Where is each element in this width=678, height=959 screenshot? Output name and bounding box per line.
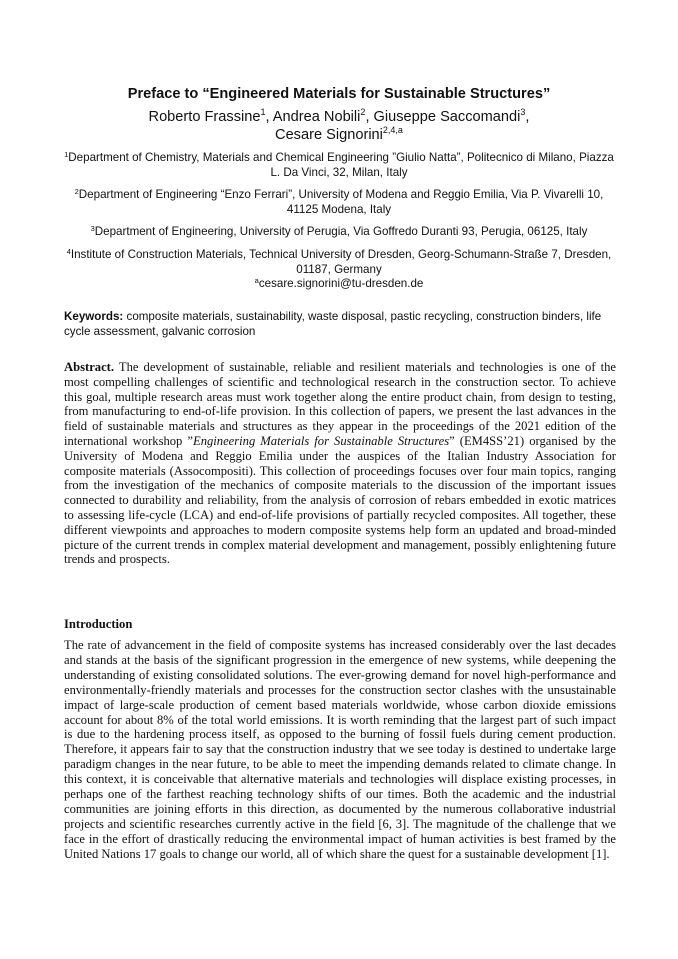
author: Giuseppe Saccomandi$^3$,: [373, 107, 530, 125]
abstract-label: Abstract.: [64, 360, 115, 374]
author-list: [90, 108, 588, 144]
author: Roberto Frassine$^1$,: [148, 107, 273, 125]
section-heading-introduction: Introduction: [64, 617, 133, 631]
author: Andrea Nobili$^2$,: [272, 107, 374, 125]
keywords-text: composite materials, sustainability, waste disposal, pastic recycling, construction binders, life cycle assessment, galvanic corrosion: [64, 310, 602, 338]
keywords-label: Keywords:: [64, 310, 124, 323]
affiliation: $^1$Department of Chemistry, Materials and Chemical Engineering ”Giulio Natta”, Politecnico di Milano, Piazza L. Da Vinci, 32, Milan, Italy: [64, 150, 614, 179]
paper-title: Preface to “Engineered Materials for Sustainable Structures”: [127, 86, 551, 102]
author: Cesare Signorini$^{2,4,a}$: [275, 125, 403, 143]
abstract: Abstract. The development of sustainable, reliable and resilient materials and technologies is one of the most compelling challenges of scientific and technological research in the construction sector. To achieve this goal, multiple research areas must work together along the entire product chain, from design to testing, from manufacturing to end-of-life provision. In this collection of papers, we present the last advances in the field of sustainable materials and structures as they appear in the proceedings of the 2021 edition of the international workshop ”Engineering Materials for Sustainable Structures” (EM4SS’21) organised by the University of Modena and Reggio Emilia under the auspices of the Italian Industry Association for composite materials (Assocompositi). This collection of proceedings focuses over four main topics, ranging from the investigation of the mechanics of composite materials to the discussion of the important issues connected to durability and reliability, from the analysis of corrosion of rebars embedded in exotic matrices to assessing life-cycle (LCA) and end-of-life provisions of partially recycled composites. All together, these different viewpoints and approaches to modern composite systems help form an updated and broad-minded picture of the current trends in complex material development and management, possibly enlightening future trends and prospects.: [64, 360, 617, 567]
affiliation: $^4$Institute of Construction Materials, Technical University of Dresden, Georg-Schumann-Straße 7, Dresden, 01187, Germany: [66, 246, 612, 276]
keywords: [64, 310, 616, 339]
affiliation-list: [64, 151, 614, 292]
affiliation: $^3$Department of Engineering, University of Perugia, Via Goffredo Duranti 93, Perugia, 06125, Italy: [90, 224, 588, 239]
corresponding-email: $^a$cesare.signorini@tu-dresden.de: [254, 276, 424, 291]
affiliation: $^2$Department of Engineering “Enzo Ferrari”, University of Modena and Reggio Emilia, Via P. Vivarelli 10, 41125 Modena, Italy: [74, 187, 604, 216]
introduction-body: The rate of advancement in the field of composite systems has increased considerably over the last decades and stands at the basis of the significant progression in the emergence of new systems, while deepening the understanding of existing consolidated solutions. The ever-growing demand for novel high-performance and environmentally-friendly materials and processes for the construction sector clashes with the unsustainable impact of large-scale production of cement based materials worldwide, whose carbon dioxide emissions account for about 8% of the total world emissions. It is worth reminding that the largest part of such impact is due to the hardening process itself, as opposed to the burning of fossil fuels during cement production. Therefore, it appears fair to say that the construction industry that we see today is destined to undertake large paradigm changes in the near future, to be able to meet the impending demands related to climate change. In this context, it is conceivable that alternative materials and technologies will displace existing processes, in perhaps one of the farthest reaching technology shifts of our times. Both the academic and the industrial communities are joining efforts in this direction, as documented by the numerous collaborative industrial projects and scientific researches currently active in the field [6, 3]. The magnitude of the challenge that we face in the effort of drastically reducing the environmental impact of human activities is best framed by the United Nations 17 goals to change our world, all of which share the quest for a sustainable development [1].: [64, 638, 616, 861]
